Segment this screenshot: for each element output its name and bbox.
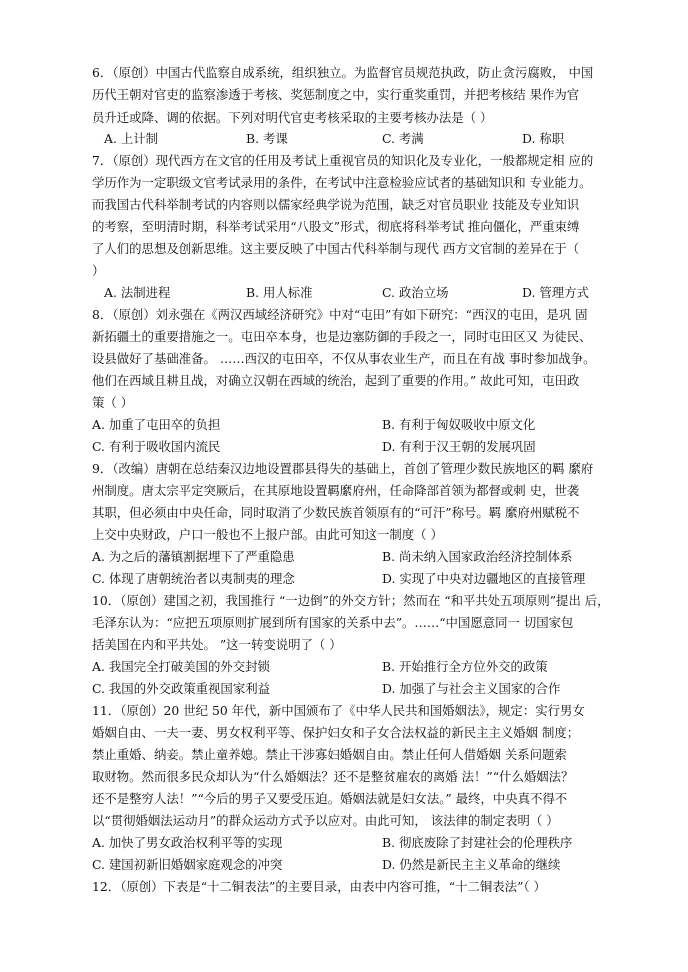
option-a: A. 我国完全打破美国的外交封锁 (92, 659, 270, 674)
question-text-line: 11．（原创）20 世纪 50 年代，新中国颁布了《中华人民共和国婚姻法》，规定：实行男女 (92, 703, 585, 718)
question-text-line: 还不是整穷人法！”“今后的男子又要受压迫。婚姻法就是妇女法。” 最终，中央真不得不 (92, 791, 568, 806)
option-b: B. 彻底废除了封建社会的伦理秩序 (382, 835, 573, 850)
option-c: C. 我国的外交政策重视国家利益 (92, 681, 270, 696)
option-d: D. 有利于汉王朝的发展巩固 (382, 439, 536, 454)
question-text-line: 括美国在内和平共处。 ”这一转变说明了（ ） (92, 637, 342, 652)
option-c: C. 有利于吸收国内流民 (92, 439, 221, 454)
option-b: B. 有利于匈奴吸收中原文化 (382, 417, 536, 432)
option-a: A. 上计制 (104, 131, 158, 146)
option-d: D. 仍然是新民主主义革命的继续 (382, 857, 561, 872)
question-text-line: 的考察，至明清时期，科举考试采用“八股文”形式，彻底将科举考试 推向僵化，严重束缚 (92, 219, 580, 234)
option-a: A. 加重了屯田卒的负担 (92, 417, 221, 432)
question-text-line: 7．（原创）现代西方在文官的任用及考试上重视官员的知识化及专业化，一般都规定相 应的 (92, 153, 594, 168)
option-d: D. 管理方式 (522, 285, 589, 300)
question-text-line: 毛泽东认为：“应把五项原则扩展到所有国家的关系中去”。……“中国愿意同一 切国家包 (92, 615, 574, 630)
question-text-line: 新拓疆土的重要措施之一。屯田卒本身，也是边塞防御的手段之一，同时屯田区又 为徒民、 (92, 329, 592, 344)
option-d: D. 称职 (522, 131, 565, 146)
question-text-line: 8．（原创）刘永强在《两汉西域经济研究》中对“屯田”有如下研究：“西汉的屯田，是巩 固 (92, 307, 588, 322)
option-b: B. 尚未纳入国家政治经济控制体系 (382, 549, 573, 564)
question-text-line: 10．（原创）建国之初，我国推行 “一边倒”的外交方针；然而在 “和平共处五项原则”提出 后， (92, 593, 610, 608)
question-text-line: 禁止重婚、纳妾。禁止童养媳。禁止干涉寡妇婚姻自由。禁止任何人借婚姻 关系问题索 (92, 747, 567, 762)
question-text-line: 以“贯彻婚姻法运动月”的群众运动方式予以应对。由此可知， 该法律的制定表明（ ） (92, 813, 559, 828)
question-text-line: 12．（原创）下表是“十二铜表法”的主要目录，由表中内容可推，“十二铜表法”（ ） (92, 879, 546, 894)
question-text-line: 学历作为一定职级文官考试录用的条件，在考试中注意检验应试者的基础知识和 专业能力。 (92, 175, 592, 190)
question-text-line: 设县做好了基础准备。 ……西汉的屯田卒，不仅从事农业生产，而且在有战 事时参加战争。 (92, 351, 596, 366)
option-b: B. 开始推行全方位外交的政策 (382, 659, 548, 674)
question-text-line: 9．（改编）唐朝在总结秦汉边地设置郡县得失的基础上，首创了管理少数民族地区的羁 縻府 (92, 461, 594, 476)
option-d: D. 实现了中央对边疆地区的直接管理 (382, 571, 586, 586)
option-b: B. 考课 (246, 131, 288, 146)
option-a: A. 为之后的藩镇割据埋下了严重隐患 (92, 549, 295, 564)
question-text-line: 其职，但必须由中央任命，同时取消了少数民族首领原有的“可汗”称号。羁 縻府州赋税不 (92, 505, 580, 520)
question-text-line: 州制度。唐太宗平定突厥后，在其原地设置羁縻府州，任命降部首领为都督或刺 史，世袭 (92, 483, 580, 498)
question-text-line: 员升迁或降、调的依据。下列对明代官吏考核采取的主要考核办法是（ ） (92, 110, 493, 125)
question-text-line: 而我国古代科举制考试的内容则以儒家经典学说为范围，缺乏对官员职业 技能及专业知识 (92, 197, 580, 212)
option-a: A. 法制进程 (104, 285, 171, 300)
question-text-line: 了人们的思想及创新思维。这主要反映了中国古代科举制与现代 西方文官制的差异在于（ (92, 241, 580, 256)
question-text-line: ） (92, 263, 105, 278)
option-c: C. 建国初新旧婚姻家庭观念的冲突 (92, 857, 283, 872)
question-text-line: 他们在西域且耕且战，对确立汉朝在西域的统治，起到了重要的作用。” 故此可知，屯田政 (92, 373, 580, 388)
question-text-line: 历代王朝对官吏的监察渗透于考核、奖惩制度之中，实行重奖重罚，并把考核结 果作为官 (92, 87, 580, 102)
option-b: B. 用人标准 (246, 285, 313, 300)
option-c: C. 体现了唐朝统治者以夷制夷的理念 (92, 571, 295, 586)
option-c: C. 考满 (382, 131, 424, 146)
question-text-line: 上交中央财政，户口一般也不上报户部。由此可知这一制度（ ） (92, 527, 443, 542)
question-text-line: 取财物。然而很多民众却认为“什么婚姻法？还不是整贫雇农的离婚 法！”“什么婚姻法？ (92, 769, 574, 784)
option-d: D. 加强了与社会主义国家的合作 (382, 681, 561, 696)
option-c: C. 政治立场 (382, 285, 449, 300)
question-text-line: 6．（原创）中国古代监察自成系统，组织独立。为监督官员规范执政，防止贪污腐败， 中国 (92, 65, 594, 80)
option-a: A. 加快了男女政治权利平等的实现 (92, 835, 283, 850)
question-text-line: 婚姻自由、一夫一妻、男女权利平等、保护妇女和子女合法权益的新民主主义婚姻 制度； (92, 725, 580, 740)
question-text-line: 策（ ） (92, 395, 134, 410)
